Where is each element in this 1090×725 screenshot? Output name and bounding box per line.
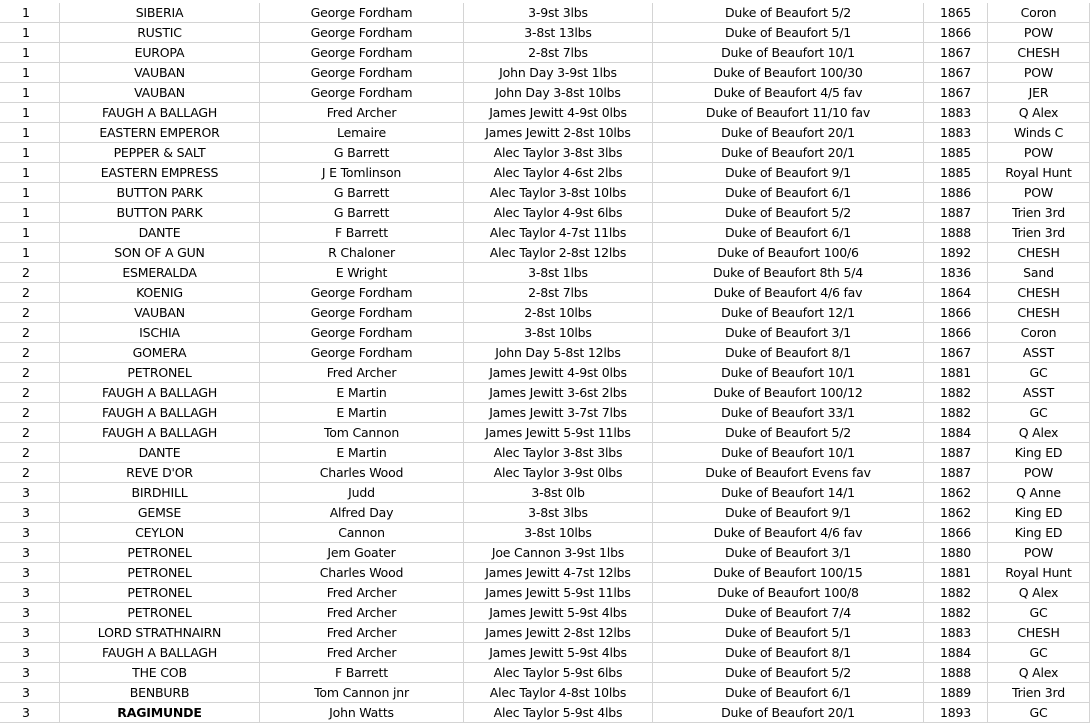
jockey-cell[interactable]: Judd <box>260 483 464 503</box>
trainer-age-weight-cell[interactable]: 3-8st 0lb <box>464 483 653 503</box>
position-cell[interactable]: 3 <box>0 643 60 663</box>
horse-cell[interactable]: KOENIG <box>60 283 260 303</box>
horse-cell[interactable]: FAUGH A BALLAGH <box>60 403 260 423</box>
owner-odds-cell[interactable]: Duke of Beaufort 7/4 <box>653 603 924 623</box>
position-cell[interactable]: 2 <box>0 443 60 463</box>
race-cell[interactable]: GC <box>988 603 1090 623</box>
trainer-age-weight-cell[interactable]: Alec Taylor 4-8st 10lbs <box>464 683 653 703</box>
table-row <box>0 343 1090 363</box>
year-cell[interactable]: 1882 <box>924 583 988 603</box>
year-cell[interactable]: 1882 <box>924 383 988 403</box>
position-cell[interactable]: 2 <box>0 363 60 383</box>
jockey-cell[interactable]: George Fordham <box>260 83 464 103</box>
year-cell[interactable]: 1883 <box>924 623 988 643</box>
owner-odds-cell[interactable]: Duke of Beaufort 100/12 <box>653 383 924 403</box>
position-cell[interactable]: 2 <box>0 283 60 303</box>
owner-odds-cell[interactable]: Duke of Beaufort 4/5 fav <box>653 83 924 103</box>
jockey-cell[interactable]: J E Tomlinson <box>260 163 464 183</box>
table-row <box>0 443 1090 463</box>
trainer-age-weight-cell[interactable]: Alec Taylor 3-8st 10lbs <box>464 183 653 203</box>
year-cell[interactable]: 1885 <box>924 163 988 183</box>
jockey-cell[interactable]: Alfred Day <box>260 503 464 523</box>
trainer-age-weight-cell[interactable]: Alec Taylor 3-8st 3lbs <box>464 443 653 463</box>
owner-odds-cell[interactable]: Duke of Beaufort 9/1 <box>653 503 924 523</box>
race-cell[interactable]: POW <box>988 143 1090 163</box>
jockey-cell[interactable]: E Martin <box>260 443 464 463</box>
owner-odds-cell[interactable]: Duke of Beaufort 100/6 <box>653 243 924 263</box>
year-cell[interactable]: 1836 <box>924 263 988 283</box>
race-cell[interactable]: Winds C <box>988 123 1090 143</box>
jockey-cell[interactable]: John Watts <box>260 703 464 723</box>
trainer-age-weight-cell[interactable]: Alec Taylor 3-9st 0lbs <box>464 463 653 483</box>
owner-odds-cell[interactable]: Duke of Beaufort 8/1 <box>653 643 924 663</box>
position-cell[interactable]: 2 <box>0 303 60 323</box>
jockey-cell[interactable]: F Barrett <box>260 663 464 683</box>
jockey-cell[interactable]: Cannon <box>260 523 464 543</box>
jockey-cell[interactable]: Fred Archer <box>260 363 464 383</box>
table-row <box>0 183 1090 203</box>
table-row <box>0 163 1090 183</box>
year-cell[interactable]: 1883 <box>924 123 988 143</box>
table-row <box>0 303 1090 323</box>
horse-cell[interactable]: SIBERIA <box>60 3 260 23</box>
trainer-age-weight-cell[interactable]: 2-8st 10lbs <box>464 303 653 323</box>
race-cell[interactable]: Q Alex <box>988 423 1090 443</box>
year-cell[interactable]: 1865 <box>924 3 988 23</box>
race-cell[interactable]: King ED <box>988 503 1090 523</box>
horse-cell[interactable]: ESMERALDA <box>60 263 260 283</box>
trainer-age-weight-cell[interactable]: James Jewitt 3-6st 2lbs <box>464 383 653 403</box>
horse-cell[interactable]: GEMSE <box>60 503 260 523</box>
jockey-cell[interactable]: Fred Archer <box>260 603 464 623</box>
jockey-cell[interactable]: G Barrett <box>260 143 464 163</box>
trainer-age-weight-cell[interactable]: Alec Taylor 5-9st 4lbs <box>464 703 653 723</box>
position-cell[interactable]: 1 <box>0 83 60 103</box>
horse-cell[interactable]: GOMERA <box>60 343 260 363</box>
jockey-cell[interactable]: Fred Archer <box>260 583 464 603</box>
table-row <box>0 83 1090 103</box>
position-cell[interactable]: 2 <box>0 343 60 363</box>
trainer-age-weight-cell[interactable]: James Jewitt 4-9st 0lbs <box>464 363 653 383</box>
position-cell[interactable]: 3 <box>0 563 60 583</box>
horse-cell[interactable]: VAUBAN <box>60 303 260 323</box>
year-cell[interactable]: 1881 <box>924 563 988 583</box>
race-cell[interactable]: POW <box>988 23 1090 43</box>
table-row <box>0 703 1090 723</box>
owner-odds-cell[interactable]: Duke of Beaufort 20/1 <box>653 123 924 143</box>
jockey-cell[interactable]: E Martin <box>260 403 464 423</box>
race-cell[interactable]: POW <box>988 63 1090 83</box>
year-cell[interactable]: 1882 <box>924 403 988 423</box>
position-cell[interactable]: 2 <box>0 403 60 423</box>
spreadsheet-grid <box>0 3 1090 723</box>
trainer-age-weight-cell[interactable]: John Day 3-8st 10lbs <box>464 83 653 103</box>
jockey-cell[interactable]: F Barrett <box>260 223 464 243</box>
horse-cell[interactable]: PETRONEL <box>60 363 260 383</box>
position-cell[interactable]: 1 <box>0 163 60 183</box>
year-cell[interactable]: 1888 <box>924 223 988 243</box>
race-cell[interactable]: ASST <box>988 383 1090 403</box>
position-cell[interactable]: 2 <box>0 423 60 443</box>
jockey-cell[interactable]: Charles Wood <box>260 463 464 483</box>
horse-cell[interactable]: RUSTIC <box>60 23 260 43</box>
trainer-age-weight-cell[interactable]: James Jewitt 4-7st 12lbs <box>464 563 653 583</box>
table-row <box>0 283 1090 303</box>
position-cell[interactable]: 3 <box>0 503 60 523</box>
position-cell[interactable]: 1 <box>0 123 60 143</box>
trainer-age-weight-cell[interactable]: 3-8st 1lbs <box>464 263 653 283</box>
year-cell[interactable]: 1862 <box>924 483 988 503</box>
owner-odds-cell[interactable]: Duke of Beaufort 4/6 fav <box>653 523 924 543</box>
trainer-age-weight-cell[interactable]: 3-9st 3lbs <box>464 3 653 23</box>
trainer-age-weight-cell[interactable]: John Day 3-9st 1lbs <box>464 63 653 83</box>
horse-cell[interactable]: PETRONEL <box>60 603 260 623</box>
position-cell[interactable]: 3 <box>0 623 60 643</box>
race-cell[interactable]: Q Alex <box>988 583 1090 603</box>
race-cell[interactable]: King ED <box>988 443 1090 463</box>
year-cell[interactable]: 1862 <box>924 503 988 523</box>
table-row <box>0 603 1090 623</box>
jockey-cell[interactable]: George Fordham <box>260 23 464 43</box>
race-cell[interactable]: Trien 3rd <box>988 223 1090 243</box>
table-row <box>0 503 1090 523</box>
owner-odds-cell[interactable]: Duke of Beaufort 20/1 <box>653 143 924 163</box>
horse-cell[interactable]: FAUGH A BALLAGH <box>60 383 260 403</box>
table-row <box>0 583 1090 603</box>
horse-cell[interactable]: REVE D'OR <box>60 463 260 483</box>
year-cell[interactable]: 1883 <box>924 103 988 123</box>
horse-cell[interactable]: FAUGH A BALLAGH <box>60 103 260 123</box>
owner-odds-cell[interactable]: Duke of Beaufort 6/1 <box>653 683 924 703</box>
owner-odds-cell[interactable]: Duke of Beaufort 10/1 <box>653 43 924 63</box>
race-cell[interactable]: Coron <box>988 323 1090 343</box>
year-cell[interactable]: 1885 <box>924 143 988 163</box>
owner-odds-cell[interactable]: Duke of Beaufort Evens fav <box>653 463 924 483</box>
table-row <box>0 123 1090 143</box>
trainer-age-weight-cell[interactable]: 3-8st 3lbs <box>464 503 653 523</box>
table-row <box>0 623 1090 643</box>
position-cell[interactable]: 1 <box>0 183 60 203</box>
year-cell[interactable]: 1887 <box>924 203 988 223</box>
jockey-cell[interactable]: Lemaire <box>260 123 464 143</box>
year-cell[interactable]: 1886 <box>924 183 988 203</box>
position-cell[interactable]: 1 <box>0 63 60 83</box>
owner-odds-cell[interactable]: Duke of Beaufort 10/1 <box>653 363 924 383</box>
race-cell[interactable]: Trien 3rd <box>988 203 1090 223</box>
race-cell[interactable]: GC <box>988 643 1090 663</box>
year-cell[interactable]: 1880 <box>924 543 988 563</box>
horse-cell[interactable]: PETRONEL <box>60 543 260 563</box>
race-cell[interactable]: CHESH <box>988 283 1090 303</box>
position-cell[interactable]: 1 <box>0 223 60 243</box>
trainer-age-weight-cell[interactable]: James Jewitt 2-8st 10lbs <box>464 123 653 143</box>
year-cell[interactable]: 1887 <box>924 443 988 463</box>
jockey-cell[interactable]: Tom Cannon <box>260 423 464 443</box>
jockey-cell[interactable]: Fred Archer <box>260 103 464 123</box>
year-cell[interactable]: 1866 <box>924 303 988 323</box>
horse-cell[interactable]: BIRDHILL <box>60 483 260 503</box>
race-cell[interactable]: ASST <box>988 343 1090 363</box>
owner-odds-cell[interactable]: Duke of Beaufort 5/1 <box>653 23 924 43</box>
race-cell[interactable]: Sand <box>988 263 1090 283</box>
owner-odds-cell[interactable]: Duke of Beaufort 100/15 <box>653 563 924 583</box>
jockey-cell[interactable]: George Fordham <box>260 63 464 83</box>
position-cell[interactable]: 3 <box>0 603 60 623</box>
trainer-age-weight-cell[interactable]: Joe Cannon 3-9st 1lbs <box>464 543 653 563</box>
table-row <box>0 103 1090 123</box>
table-row <box>0 423 1090 443</box>
table-row <box>0 463 1090 483</box>
trainer-age-weight-cell[interactable]: 3-8st 13lbs <box>464 23 653 43</box>
jockey-cell[interactable]: E Martin <box>260 383 464 403</box>
position-cell[interactable]: 3 <box>0 683 60 703</box>
year-cell[interactable]: 1889 <box>924 683 988 703</box>
horse-cell[interactable]: LORD STRATHNAIRN <box>60 623 260 643</box>
horse-cell[interactable]: CEYLON <box>60 523 260 543</box>
year-cell[interactable]: 1866 <box>924 23 988 43</box>
jockey-cell[interactable]: G Barrett <box>260 203 464 223</box>
position-cell[interactable]: 2 <box>0 463 60 483</box>
race-cell[interactable]: POW <box>988 463 1090 483</box>
horse-cell[interactable]: VAUBAN <box>60 63 260 83</box>
owner-odds-cell[interactable]: Duke of Beaufort 33/1 <box>653 403 924 423</box>
owner-odds-cell[interactable]: Duke of Beaufort 100/30 <box>653 63 924 83</box>
jockey-cell[interactable]: Fred Archer <box>260 643 464 663</box>
year-cell[interactable]: 1884 <box>924 643 988 663</box>
race-cell[interactable]: Trien 3rd <box>988 683 1090 703</box>
jockey-cell[interactable]: George Fordham <box>260 283 464 303</box>
owner-odds-cell[interactable]: Duke of Beaufort 5/2 <box>653 663 924 683</box>
horse-cell[interactable]: EUROPA <box>60 43 260 63</box>
year-cell[interactable]: 1892 <box>924 243 988 263</box>
horse-cell[interactable]: BUTTON PARK <box>60 203 260 223</box>
horse-cell[interactable]: VAUBAN <box>60 83 260 103</box>
position-cell[interactable]: 2 <box>0 323 60 343</box>
position-cell[interactable]: 1 <box>0 203 60 223</box>
owner-odds-cell[interactable]: Duke of Beaufort 5/2 <box>653 423 924 443</box>
table-row <box>0 383 1090 403</box>
year-cell[interactable]: 1867 <box>924 43 988 63</box>
trainer-age-weight-cell[interactable]: James Jewitt 4-9st 0lbs <box>464 103 653 123</box>
position-cell[interactable]: 3 <box>0 483 60 503</box>
trainer-age-weight-cell[interactable]: James Jewitt 3-7st 7lbs <box>464 403 653 423</box>
position-cell[interactable]: 1 <box>0 243 60 263</box>
jockey-cell[interactable]: George Fordham <box>260 323 464 343</box>
table-row <box>0 523 1090 543</box>
position-cell[interactable]: 3 <box>0 703 60 723</box>
year-cell[interactable]: 1881 <box>924 363 988 383</box>
owner-odds-cell[interactable]: Duke of Beaufort 14/1 <box>653 483 924 503</box>
owner-odds-cell[interactable]: Duke of Beaufort 100/8 <box>653 583 924 603</box>
table-row <box>0 363 1090 383</box>
table-row <box>0 63 1090 83</box>
year-cell[interactable]: 1887 <box>924 463 988 483</box>
position-cell[interactable]: 1 <box>0 43 60 63</box>
race-cell[interactable]: Royal Hunt <box>988 563 1090 583</box>
owner-odds-cell[interactable]: Duke of Beaufort 3/1 <box>653 323 924 343</box>
table-row <box>0 143 1090 163</box>
race-cell[interactable]: CHESH <box>988 243 1090 263</box>
table-row <box>0 663 1090 683</box>
race-cell[interactable]: King ED <box>988 523 1090 543</box>
year-cell[interactable]: 1867 <box>924 63 988 83</box>
owner-odds-cell[interactable]: Duke of Beaufort 10/1 <box>653 443 924 463</box>
owner-odds-cell[interactable]: Duke of Beaufort 9/1 <box>653 163 924 183</box>
table-row <box>0 643 1090 663</box>
position-cell[interactable]: 3 <box>0 583 60 603</box>
horse-cell[interactable]: FAUGH A BALLAGH <box>60 643 260 663</box>
table-row <box>0 683 1090 703</box>
owner-odds-cell[interactable]: Duke of Beaufort 6/1 <box>653 223 924 243</box>
position-cell[interactable]: 2 <box>0 263 60 283</box>
horse-cell[interactable]: DANTE <box>60 223 260 243</box>
horse-cell[interactable]: EASTERN EMPEROR <box>60 123 260 143</box>
race-cell[interactable]: Q Alex <box>988 103 1090 123</box>
owner-odds-cell[interactable]: Duke of Beaufort 4/6 fav <box>653 283 924 303</box>
race-cell[interactable]: Q Alex <box>988 663 1090 683</box>
owner-odds-cell[interactable]: Duke of Beaufort 12/1 <box>653 303 924 323</box>
owner-odds-cell[interactable]: Duke of Beaufort 8th 5/4 <box>653 263 924 283</box>
owner-odds-cell[interactable]: Duke of Beaufort 11/10 fav <box>653 103 924 123</box>
trainer-age-weight-cell[interactable]: 2-8st 7lbs <box>464 43 653 63</box>
race-cell[interactable]: GC <box>988 403 1090 423</box>
trainer-age-weight-cell[interactable]: James Jewitt 5-9st 4lbs <box>464 603 653 623</box>
race-cell[interactable]: GC <box>988 703 1090 723</box>
horse-cell[interactable]: THE COB <box>60 663 260 683</box>
owner-odds-cell[interactable]: Duke of Beaufort 6/1 <box>653 183 924 203</box>
owner-odds-cell[interactable]: Duke of Beaufort 3/1 <box>653 543 924 563</box>
trainer-age-weight-cell[interactable]: James Jewitt 5-9st 11lbs <box>464 583 653 603</box>
race-cell[interactable]: CHESH <box>988 43 1090 63</box>
year-cell[interactable]: 1866 <box>924 523 988 543</box>
trainer-age-weight-cell[interactable]: James Jewitt 2-8st 12lbs <box>464 623 653 643</box>
horse-cell[interactable]: EASTERN EMPRESS <box>60 163 260 183</box>
jockey-cell[interactable]: G Barrett <box>260 183 464 203</box>
jockey-cell[interactable]: George Fordham <box>260 43 464 63</box>
table-row <box>0 323 1090 343</box>
jockey-cell[interactable]: R Chaloner <box>260 243 464 263</box>
trainer-age-weight-cell[interactable]: James Jewitt 5-9st 11lbs <box>464 423 653 443</box>
trainer-age-weight-cell[interactable]: Alec Taylor 3-8st 3lbs <box>464 143 653 163</box>
year-cell[interactable]: 1864 <box>924 283 988 303</box>
jockey-cell[interactable]: Fred Archer <box>260 623 464 643</box>
jockey-cell[interactable]: Charles Wood <box>260 563 464 583</box>
horse-cell[interactable]: FAUGH A BALLAGH <box>60 423 260 443</box>
trainer-age-weight-cell[interactable]: 3-8st 10lbs <box>464 523 653 543</box>
trainer-age-weight-cell[interactable]: John Day 5-8st 12lbs <box>464 343 653 363</box>
race-cell[interactable]: Coron <box>988 3 1090 23</box>
position-cell[interactable]: 1 <box>0 3 60 23</box>
race-cell[interactable]: POW <box>988 543 1090 563</box>
table-row <box>0 243 1090 263</box>
race-cell[interactable]: JER <box>988 83 1090 103</box>
owner-odds-cell[interactable]: Duke of Beaufort 8/1 <box>653 343 924 363</box>
race-cell[interactable]: GC <box>988 363 1090 383</box>
trainer-age-weight-cell[interactable]: Alec Taylor 2-8st 12lbs <box>464 243 653 263</box>
trainer-age-weight-cell[interactable]: Alec Taylor 4-6st 2lbs <box>464 163 653 183</box>
horse-cell[interactable]: BENBURB <box>60 683 260 703</box>
position-cell[interactable]: 1 <box>0 143 60 163</box>
trainer-age-weight-cell[interactable]: Alec Taylor 4-9st 6lbs <box>464 203 653 223</box>
year-cell[interactable]: 1888 <box>924 663 988 683</box>
horse-cell[interactable]: DANTE <box>60 443 260 463</box>
table-row <box>0 43 1090 63</box>
year-cell[interactable]: 1882 <box>924 603 988 623</box>
year-cell[interactable]: 1866 <box>924 323 988 343</box>
position-cell[interactable]: 1 <box>0 23 60 43</box>
race-cell[interactable]: Royal Hunt <box>988 163 1090 183</box>
owner-odds-cell[interactable]: Duke of Beaufort 5/2 <box>653 203 924 223</box>
trainer-age-weight-cell[interactable]: Alec Taylor 4-7st 11lbs <box>464 223 653 243</box>
jockey-cell[interactable]: George Fordham <box>260 343 464 363</box>
table-row <box>0 403 1090 423</box>
race-cell[interactable]: Q Anne <box>988 483 1090 503</box>
jockey-cell[interactable]: Jem Goater <box>260 543 464 563</box>
table-row <box>0 563 1090 583</box>
position-cell[interactable]: 3 <box>0 523 60 543</box>
table-row <box>0 23 1090 43</box>
horse-cell[interactable]: ISCHIA <box>60 323 260 343</box>
table-row <box>0 223 1090 243</box>
jockey-cell[interactable]: George Fordham <box>260 3 464 23</box>
owner-odds-cell[interactable]: Duke of Beaufort 20/1 <box>653 703 924 723</box>
race-cell[interactable]: CHESH <box>988 303 1090 323</box>
table-row <box>0 483 1090 503</box>
horse-cell[interactable]: PETRONEL <box>60 563 260 583</box>
jockey-cell[interactable]: Tom Cannon jnr <box>260 683 464 703</box>
table-row <box>0 203 1090 223</box>
horse-cell[interactable]: SON OF A GUN <box>60 243 260 263</box>
trainer-age-weight-cell[interactable]: Alec Taylor 5-9st 6lbs <box>464 663 653 683</box>
horse-cell[interactable]: RAGIMUNDE <box>60 703 260 723</box>
horse-cell[interactable]: PETRONEL <box>60 583 260 603</box>
trainer-age-weight-cell[interactable]: James Jewitt 5-9st 4lbs <box>464 643 653 663</box>
trainer-age-weight-cell[interactable]: 2-8st 7lbs <box>464 283 653 303</box>
year-cell[interactable]: 1867 <box>924 83 988 103</box>
race-cell[interactable]: CHESH <box>988 623 1090 643</box>
position-cell[interactable]: 2 <box>0 383 60 403</box>
race-cell[interactable]: POW <box>988 183 1090 203</box>
position-cell[interactable]: 3 <box>0 663 60 683</box>
table-row <box>0 543 1090 563</box>
trainer-age-weight-cell[interactable]: 3-8st 10lbs <box>464 323 653 343</box>
year-cell[interactable]: 1884 <box>924 423 988 443</box>
table-row <box>0 3 1090 23</box>
owner-odds-cell[interactable]: Duke of Beaufort 5/2 <box>653 3 924 23</box>
jockey-cell[interactable]: E Wright <box>260 263 464 283</box>
owner-odds-cell[interactable]: Duke of Beaufort 5/1 <box>653 623 924 643</box>
year-cell[interactable]: 1867 <box>924 343 988 363</box>
horse-cell[interactable]: BUTTON PARK <box>60 183 260 203</box>
position-cell[interactable]: 3 <box>0 543 60 563</box>
jockey-cell[interactable]: George Fordham <box>260 303 464 323</box>
position-cell[interactable]: 1 <box>0 103 60 123</box>
year-cell[interactable]: 1893 <box>924 703 988 723</box>
horse-cell[interactable]: PEPPER & SALT <box>60 143 260 163</box>
table-row <box>0 263 1090 283</box>
